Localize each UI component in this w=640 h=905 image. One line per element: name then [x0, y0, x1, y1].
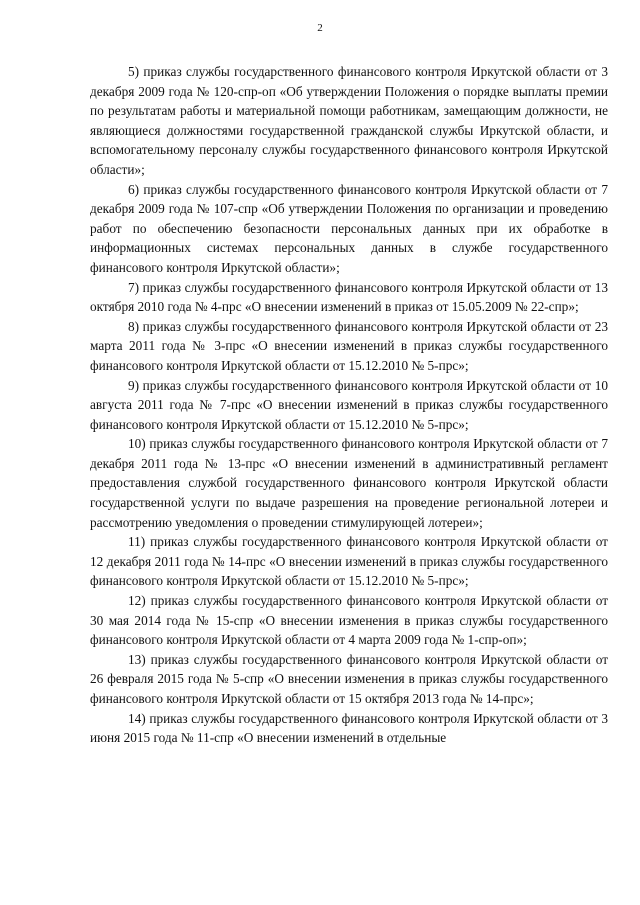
list-item: 13) приказ службы государственного финансового контроля Иркутской области от 26 февраля 2015 года № 5-спр «О внесении изменения в приказ службы государственного финансового контроля Иркутской области от 15 октября 2013 года № 14-прс»;	[90, 651, 608, 706]
list-item: 11) приказ службы государственного финансового контроля Иркутской области от 12 декабря 2011 года № 14-прс «О внесении изменений в приказ службы государственного финансового контроля Иркутской области от 15.12.2010 № 5-прс»;	[90, 534, 608, 589]
list-item: 14) приказ службы государственного финансового контроля Иркутской области от 3 июня 2015 года № 11-спр «О внесении изменений в отдельные	[90, 710, 608, 746]
page-number: 2	[317, 22, 323, 34]
list-item: 10) приказ службы государственного финансового контроля Иркутской области от 7 декабря 2011 года № 13-прс «О внесении изменений в административный регламент предоставления службой государственного финансового контроля Иркутской области государственной услуги по выдаче разрешения на проведение региональной лотереи и рассмотрению уведомления о проведении стимулирующей лотереи»;	[90, 436, 608, 530]
list-item: 12) приказ службы государственного финансового контроля Иркутской области от 30 мая 2014 года № 15-спр «О внесении изменения в приказ службы государственного финансового контроля Иркутской области от 4 марта 2009 года № 1-спр-оп»;	[90, 593, 608, 648]
list-item: 5) приказ службы государственного финансового контроля Иркутской области от 3 декабря 2009 года № 120-спр-оп «Об утверждении Положения о порядке выплаты премии по результатам работы и материальной помощи работникам, замещающим должности, не являющиеся должностями государственной гражданской службы Иркутской области, и вспомогательному персоналу службы государственного финансового контроля Иркутской области»;	[90, 64, 608, 177]
list-item: 9) приказ службы государственного финансового контроля Иркутской области от 10 августа 2011 года № 7-прс «О внесении изменений в приказ службы государственного финансового контроля Иркутской области от 15.12.2010 № 5-прс»;	[90, 377, 608, 432]
list-item: 6) приказ службы государственного финансового контроля Иркутской области от 7 декабря 2009 года № 107-спр «Об утверждении Положения по организации и проведению работ по обеспечению безопасности персональных данных при их обработке в информационных системах персональных данных в службе государственного финансового контроля Иркутской области»;	[90, 181, 608, 275]
document-body	[90, 62, 608, 748]
list-item: 8) приказ службы государственного финансового контроля Иркутской области от 23 марта 2011 года № 3-прс «О внесении изменений в приказ службы государственного финансового контроля Иркутской области от 15.12.2010 № 5-прс»;	[90, 318, 608, 373]
list-item: 7) приказ службы государственного финансового контроля Иркутской области от 13 октября 2010 года № 4-прс «О внесении изменений в приказ от 15.05.2009 № 22-спр»;	[90, 279, 608, 315]
